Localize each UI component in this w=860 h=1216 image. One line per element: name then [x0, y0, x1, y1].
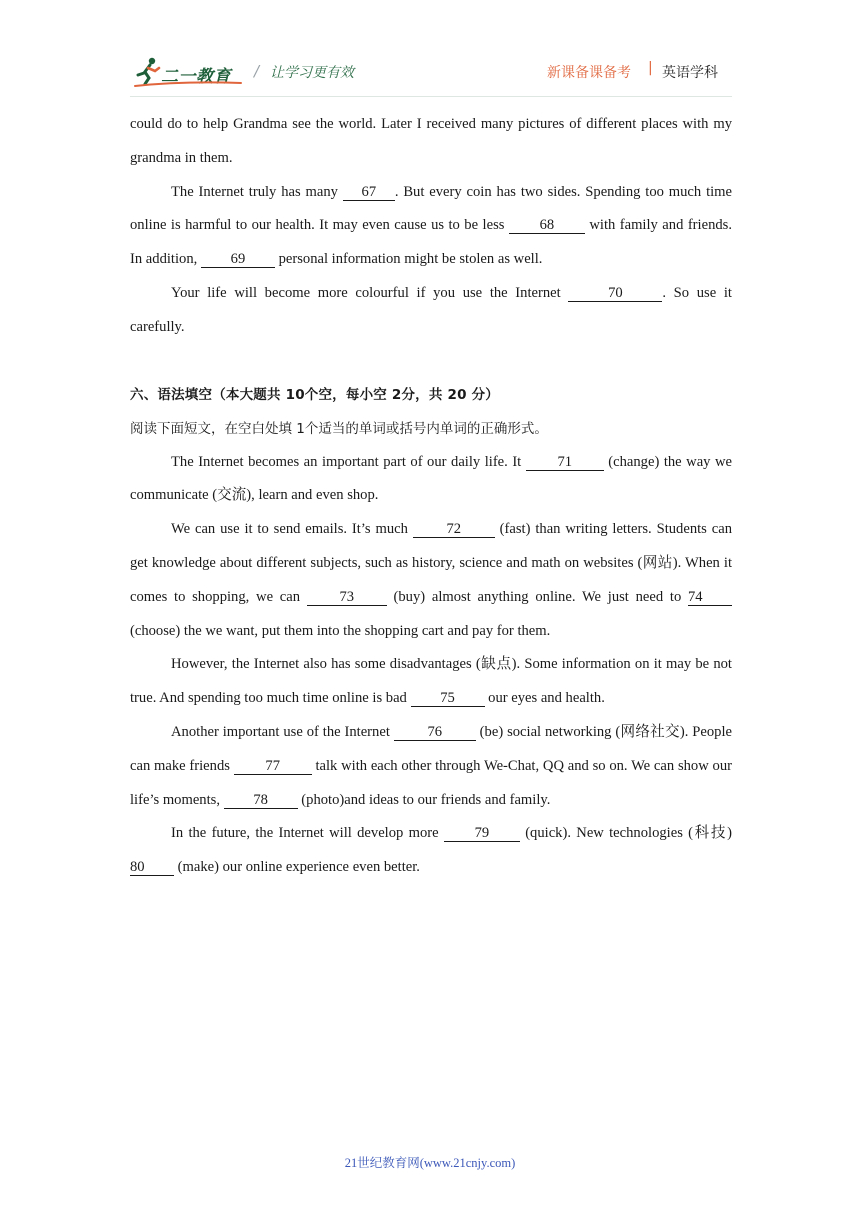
blank-76: 76 — [394, 725, 476, 741]
blank-80: 80 — [130, 860, 174, 876]
section-title: 六、语法填空（本大题共 10个空，每小空 2分，共 20 分） — [130, 386, 499, 403]
paragraph-text: could do to help Grandma see the world. Later I received many pictures of different places with my grandma in them. — [130, 116, 732, 166]
blank-75: 75 — [411, 691, 485, 707]
paragraph-text: (quick). New technologies (科技) — [519, 825, 733, 842]
paragraph-text: personal information might be stolen as well. — [274, 251, 543, 268]
header-subject: 英语学科 — [662, 65, 718, 81]
paragraph-text: Your life will become more colourful if you use the Internet — [171, 284, 569, 301]
section6-paragraph-4 — [130, 716, 732, 817]
passage1-paragraph-2 — [130, 176, 732, 277]
logo-text: 二一教育 — [161, 67, 231, 87]
blank-73: 73 — [307, 590, 387, 606]
paragraph-text: (choose) the we want, put them into the shopping cart and pay for them. — [130, 622, 551, 639]
paragraph-text: Another important use of the Internet — [171, 723, 394, 740]
paragraph-text: with family and friends. In addition, — [130, 217, 732, 268]
paragraph-text: (fast) than writing letters. Students can get knowledge about different subjects, such as history, science and math on websites (网站). When it comes to shopping, we can — [130, 521, 732, 605]
slogan-separator: / — [254, 62, 260, 80]
page-footer: 21世纪教育网(www.21cnjy.com) — [344, 1156, 516, 1170]
paragraph-text: (change) the way we communicate (交流), learn and even shop. — [130, 453, 732, 504]
paragraph-text: However, the Internet also has some disadvantages (缺点). Some information on it may be not true. And spending too much time online is bad — [130, 656, 732, 707]
passage1-paragraph-3 — [130, 277, 732, 345]
blank-68: 68 — [509, 218, 585, 234]
slogan: 让学习更有效 — [270, 65, 354, 81]
paragraph-text: . But every coin has two sides. Spending too much time online is harmful to our health. It may even cause us to be less — [130, 183, 733, 234]
paragraph-text: (be) social networking (网络社交). People can make friends — [130, 723, 732, 774]
header-prep-label: 新课备课备考 — [547, 65, 631, 81]
paragraph-text: talk with each other through We-Chat, QQ and so on. We can show our life’s moments, — [130, 757, 732, 808]
paragraph-text: (buy) almost anything online. We just need to — [386, 588, 688, 605]
header-rule — [130, 96, 732, 97]
paragraph-text: The Internet becomes an important part of our daily life. It — [171, 453, 526, 470]
page-header — [0, 0, 860, 100]
passage1-paragraph-1 — [130, 108, 732, 176]
paragraph-text: . So use it carefully. — [130, 284, 732, 335]
blank-78: 78 — [224, 793, 298, 809]
blank-71: 71 — [526, 455, 604, 471]
section-instruction: 阅读下面短文，在空白处填 1个适当的单词或括号内单词的正确形式。 — [130, 420, 548, 437]
blank-70: 70 — [568, 286, 662, 302]
paragraph-text: (photo)and ideas to our friends and family. — [297, 791, 551, 808]
section6-paragraph-3 — [130, 648, 732, 716]
brand-logo — [133, 56, 243, 90]
section6-paragraph-2 — [130, 513, 732, 648]
blank-79: 79 — [444, 826, 520, 842]
paragraph-text: The Internet truly has many — [171, 183, 343, 200]
swoosh-icon — [133, 80, 243, 88]
section6-paragraph-5 — [130, 817, 732, 885]
blank-69: 69 — [201, 252, 275, 268]
paragraph-text: our eyes and health. — [484, 690, 605, 707]
blank-67: 67 — [343, 185, 395, 201]
blank-77: 77 — [234, 759, 312, 775]
blank-74: 74 — [688, 590, 732, 606]
paragraph-text: (make) our online experience even better. — [174, 859, 420, 876]
paragraph-text: We can use it to send emails. It’s much — [171, 521, 413, 538]
header-divider: | — [648, 60, 653, 76]
section-spacer — [130, 345, 732, 378]
document-body — [130, 108, 732, 885]
paragraph-text: In the future, the Internet will develop more — [171, 825, 444, 842]
blank-72: 72 — [413, 522, 495, 538]
section6-paragraph-1 — [130, 446, 732, 514]
